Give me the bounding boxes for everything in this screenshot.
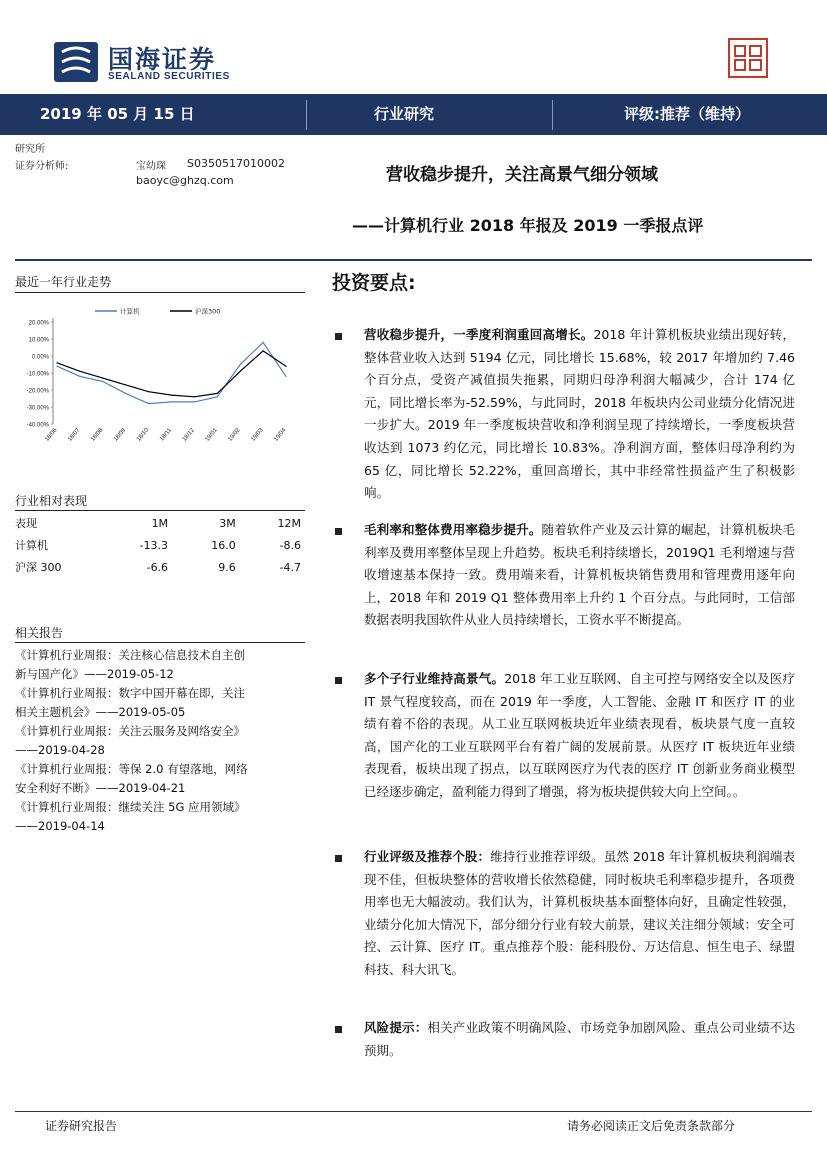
data-point xyxy=(125,393,126,394)
stamp-icon xyxy=(728,38,768,78)
table-row xyxy=(15,534,305,556)
key-point-text: 维持行业推荐评级。虽然 2018 年计算机板块利润端表现不佳，但板块整体的营收增长依然稳健，同时板块毛利率稳步提升，各项费用率也无大幅波动。我们认为，计算机板块基本面整体向好，且确定性较强，业绩分化加大情况下，部分细分行业有较大前景，建议关注细分领域：安全可控、云计算、医疗 IT。重点推荐个股：能科股份、万达信息、恒生电子、绿盟科技、科大讯飞。 xyxy=(364,849,795,977)
y-tick-label: -20.00% xyxy=(26,388,49,395)
analyst-label: 证券分析师: xyxy=(15,161,69,172)
y-tick-label: 10.00% xyxy=(28,337,49,344)
table-header-cell: 1M xyxy=(151,516,169,530)
data-point xyxy=(263,342,264,343)
x-tick-label: 18/08 xyxy=(90,427,105,443)
bullet-icon xyxy=(335,333,342,340)
table-row xyxy=(15,556,305,578)
sealand-logo-icon xyxy=(52,40,100,84)
data-point xyxy=(102,378,103,379)
table-header-cell: 表现 xyxy=(15,517,37,530)
footer-divider xyxy=(15,1111,812,1112)
x-tick-label: 18/09 xyxy=(112,427,128,443)
x-tick-label: 18/07 xyxy=(67,427,82,443)
x-tick-label: 19/04 xyxy=(273,427,288,443)
report-title: 营收稳步提升，关注高景气细分领域 xyxy=(386,165,658,185)
table-cell: -4.7 xyxy=(279,560,301,574)
report-link[interactable]: 新与国产化》——2019-05-12 xyxy=(15,667,174,681)
reports-heading: 相关报告 xyxy=(15,626,64,640)
table-cell: 计算机 xyxy=(15,539,48,552)
x-tick-label: 18/06 xyxy=(44,427,59,443)
report-link[interactable]: 《计算机行业周报：关注核心信息技术自主创 xyxy=(15,648,245,662)
x-tick-label: 18/12 xyxy=(181,427,196,443)
footer-disclaimer: 请务必阅读正文后免责条款部分 xyxy=(567,1119,736,1133)
table-header-cell: 3M xyxy=(219,516,236,530)
data-point xyxy=(240,364,241,365)
data-point xyxy=(217,396,218,397)
rating: 评级:推荐（维持） xyxy=(624,105,750,123)
footer-left: 证券研究报告 xyxy=(45,1119,118,1133)
key-point-item xyxy=(335,324,795,505)
analyst-id: S0350517010002 xyxy=(187,157,285,170)
key-point-lead: 毛利率和整体费用率稳步提升。 xyxy=(364,522,542,537)
legend-label: 计算机 xyxy=(120,307,140,316)
y-tick-label: -10.00% xyxy=(26,371,49,378)
legend-label: 沪深300 xyxy=(195,307,221,316)
key-point-text: 随着软件产业及云计算的崛起，计算机板块毛利率及费用率整体呈现上升趋势。板块毛利持续增长，2019Q1 毛利增速与营收增速基本保持一致。费用端来看，计算机板块销售费用和管理费用逐年向上，2018 年和 2019 Q1 整体费用率上升约 1 个百分点。与此同时，工信部数据表明我国软件从业人员持续增长，工资水平不断提高。 xyxy=(364,522,795,628)
key-point-item xyxy=(335,1017,795,1062)
bullet-icon xyxy=(335,855,342,862)
report-subtitle: ——计算机行业 2018 年报及 2019 一季报点评 xyxy=(352,216,704,235)
table-cell: -8.6 xyxy=(279,538,301,552)
key-point-item xyxy=(335,519,795,632)
report-link[interactable]: 《计算机行业周报：关注云服务及网络安全》 xyxy=(15,724,245,738)
perf-heading: 行业相对表现 xyxy=(15,494,88,508)
related-report-list xyxy=(15,646,315,836)
y-tick-label: 20.00% xyxy=(28,320,49,327)
bar-divider xyxy=(552,100,553,130)
series-line xyxy=(57,342,286,403)
data-point xyxy=(194,401,195,402)
y-tick-label: -30.00% xyxy=(26,405,49,412)
y-tick-label: 0.00% xyxy=(31,354,49,361)
report-date: 2019 年 05 月 15 日 xyxy=(40,105,195,123)
bullet-icon xyxy=(335,1026,342,1033)
bullet-icon xyxy=(335,677,342,684)
series-line xyxy=(57,351,286,397)
key-point-item xyxy=(335,668,795,804)
data-point xyxy=(285,366,286,367)
report-category: 行业研究 xyxy=(374,105,435,123)
key-point-text: 2018 年工业互联网、自主可控与网络安全以及医疗 IT 景气程度较高，而在 2019 年一季度，人工智能、金融 IT 和医疗 IT 的业绩有着不俗的表现。从工业互联网板块近年业绩表现看，板块景气度一直较高，国产化的工业互联网平台有着广阔的发展前景。从医疗 IT 板块近年业绩表现看，板块出现了拐点，以互联网医疗为代表的医疗 IT 创新业务商业模型已经逐步确定，盈利能力得到了增强，将为板块提供较大向上空间。。 xyxy=(364,671,795,799)
key-points-heading: 投资要点: xyxy=(332,272,416,294)
data-point xyxy=(102,381,103,382)
table-cell: -13.3 xyxy=(139,538,169,552)
key-point-text: 2018 年计算机板块业绩出现好转，整体营业收入达到 5194 亿元，同比增长 15.68%，较 2017 年增加约 7.46 个百分点，受资产减值损失拖累，同期归母净利润大幅减少，合计 174 亿元，同比增长率为-52.59%，与此同时，2018 年板块内公司业绩分化情况进一步扩大。2019 年一季度板块营收和净利润呈现了持续增长，一季度板块营收达到 1073 约亿元，同比增长 10.83%。净利润方面，整体归母净利约为 65 亿，同比增长 52.22%，重回高增长，其中非经常性损益产生了积极影响。 xyxy=(364,327,795,501)
data-point xyxy=(148,403,149,404)
x-tick-label: 19/02 xyxy=(227,427,242,443)
table-cell: -6.6 xyxy=(146,560,169,574)
title-divider xyxy=(15,259,812,261)
data-point xyxy=(285,376,286,377)
data-point xyxy=(217,393,218,394)
trend-heading: 最近一年行业走势 xyxy=(15,275,112,289)
key-point-item xyxy=(335,846,795,982)
section-divider xyxy=(15,292,305,293)
data-point xyxy=(240,371,241,372)
data-point xyxy=(79,371,80,372)
data-point xyxy=(79,376,80,377)
analyst-name: 宝幼琛 xyxy=(136,161,166,172)
report-link[interactable]: 《计算机行业周报：数字中国开幕在即，关注 xyxy=(15,686,245,700)
x-tick-label: 18/11 xyxy=(159,427,174,443)
performance-table xyxy=(15,512,305,578)
x-tick-label: 19/01 xyxy=(204,427,219,443)
industry-trend-chart xyxy=(15,300,305,475)
data-point xyxy=(148,391,149,392)
data-point xyxy=(263,350,264,351)
bar-divider xyxy=(306,100,307,130)
report-link[interactable]: 相关主题机会》——2019-05-05 xyxy=(15,705,186,719)
table-cell: 沪深 300 xyxy=(15,561,62,574)
report-link[interactable]: ——2019-04-14 xyxy=(15,819,105,833)
logo-chinese-name: 国海证券 xyxy=(108,45,217,74)
data-point xyxy=(125,384,126,385)
table-cell: 9.6 xyxy=(218,560,236,574)
key-point-lead: 多个子行业维持高景气。 xyxy=(364,671,505,686)
institute-label: 研究所 xyxy=(15,144,45,155)
section-divider xyxy=(15,510,305,511)
bullet-icon xyxy=(335,528,342,535)
x-tick-label: 19/03 xyxy=(250,427,265,443)
data-point xyxy=(194,396,195,397)
table-row xyxy=(15,512,305,534)
section-divider xyxy=(15,642,305,643)
data-point xyxy=(56,362,57,363)
key-point-lead: 营收稳步提升，一季度利润重回高增长。 xyxy=(364,327,594,342)
y-tick-label: -40.00% xyxy=(26,422,49,429)
key-point-lead: 行业评级及推荐个股： xyxy=(364,849,491,864)
table-header-cell: 12M xyxy=(277,516,301,530)
table-cell: 16.0 xyxy=(211,538,236,552)
analyst-email[interactable]: baoyc@ghzq.com xyxy=(136,174,234,187)
report-link[interactable]: 《计算机行业周报：继续关注 5G 应用领域》 xyxy=(15,800,246,814)
x-tick-label: 18/10 xyxy=(135,427,151,443)
key-point-lead: 风险提示： xyxy=(364,1020,428,1035)
data-point xyxy=(171,395,172,396)
key-point-text: 相关产业政策不明确风险、市场竞争加剧风险、重点公司业绩不达预期。 xyxy=(364,1020,795,1058)
logo-english-name: SEALAND SECURITIES xyxy=(108,71,230,82)
report-link[interactable]: 安全利好不断》——2019-04-21 xyxy=(15,781,186,795)
report-link[interactable]: 《计算机行业周报：等保 2.0 有望落地，网络 xyxy=(15,762,248,776)
data-point xyxy=(171,401,172,402)
report-link[interactable]: ——2019-04-28 xyxy=(15,743,105,757)
data-point xyxy=(56,366,57,367)
